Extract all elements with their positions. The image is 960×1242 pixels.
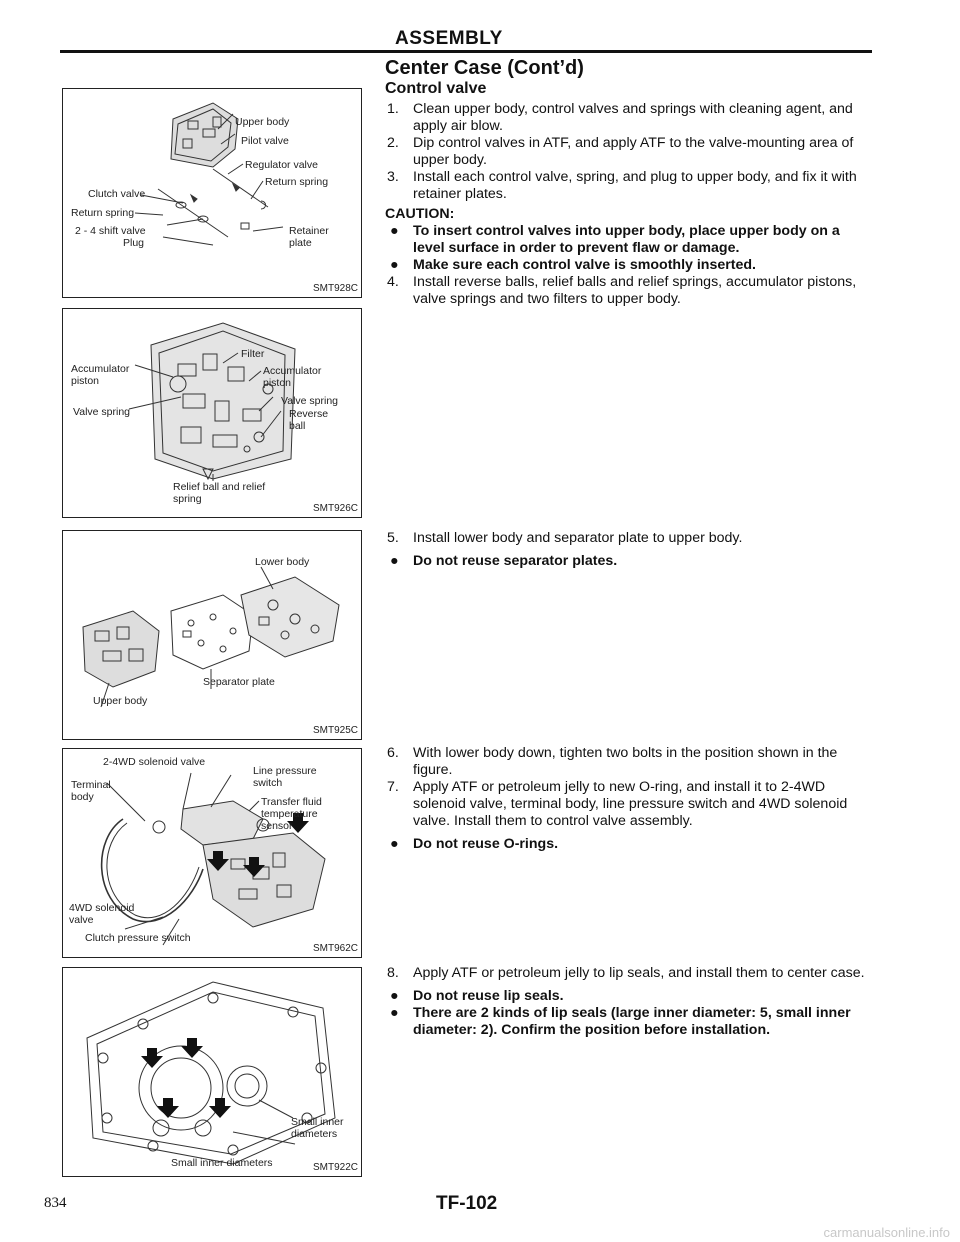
bullet-dot: ● <box>390 553 399 569</box>
label-upper-body: Upper body <box>235 116 290 128</box>
text-block-step-5 <box>385 530 875 570</box>
label-4wd-solenoid: 4WD solenoid valve <box>69 902 135 926</box>
figure-accumulator-filter <box>62 308 362 518</box>
figure-3-drawing <box>63 531 361 739</box>
step-8: 8. Apply ATF or petroleum jelly to lip seals, and install them to center case. <box>387 965 865 981</box>
bullet-dot: ● <box>390 1005 399 1021</box>
page-number: 834 <box>44 1195 67 1211</box>
label-2-4wd-solenoid: 2-4WD solenoid valve <box>103 756 206 768</box>
watermark: carmanualsonline.info <box>823 1225 950 1240</box>
step-7: 7. Apply ATF or petroleum jelly to new O-ring, and install it to 2-4WD solenoid valve, terminal body, line pressure switch and 4WD solenoid valve. Install them to control valve assembly. <box>387 779 848 829</box>
header-rule <box>60 50 872 53</box>
label-upper-body: Upper body <box>93 695 148 707</box>
bullet-dot: ● <box>390 836 399 852</box>
step-1: 1. Clean upper body, control valves and springs with cleaning agent, and apply air blow. <box>387 101 853 134</box>
label-return-spring-right: Return spring <box>265 176 329 188</box>
label-pilot-valve: Pilot valve <box>241 135 289 147</box>
label-small-inner-diameters-2: Small inner diameters <box>171 1157 273 1169</box>
label-shift-valve: 2 - 4 shift valve <box>75 225 146 237</box>
label-accumulator-piston-right: Accumulator piston <box>263 365 322 389</box>
label-regulator-valve: Regulator valve <box>245 159 318 171</box>
bullet-step-8-2: ● There are 2 kinds of lip seals (large inner diameter: 5, small inner diameter: 2). Confirm the position before installation. <box>390 1005 851 1038</box>
step-5: 5. Install lower body and separator plate to upper body. <box>387 530 743 546</box>
bullet-dot: ● <box>390 223 399 239</box>
figure-solenoid-assembly <box>62 748 362 958</box>
section-title: Center Case (Cont’d) <box>385 57 584 79</box>
text-block-steps-6-7 <box>385 745 875 853</box>
step-6: 6. With lower body down, tighten two bolts in the position shown in the figure. <box>387 745 838 778</box>
figure-upper-body-valves <box>62 88 362 298</box>
figure-code: SMT962C <box>312 943 358 954</box>
label-reverse-ball: Reverse ball <box>289 408 329 432</box>
bullet-step-7: ● Do not reuse O-rings. <box>390 836 559 852</box>
text-block-step-8 <box>385 965 875 1039</box>
figure-5-drawing <box>63 968 361 1176</box>
caution-label: CAUTION: <box>385 206 455 222</box>
step-2: 2. Dip control valves in ATF, and apply ATF to the valve-mounting area of upper body. <box>387 135 854 168</box>
step-3: 3. Install each control valve, spring, and plug to upper body, and fix it with retainer plates. <box>387 169 857 202</box>
caution-item-1: ● To insert control valves into upper body, place upper body on a level surface in order to prevent flaw or damage. <box>390 223 840 256</box>
bullet-step-5: ● Do not reuse separator plates. <box>390 553 618 569</box>
label-valve-spring-left: Valve spring <box>73 406 131 418</box>
figure-code: SMT928C <box>312 283 358 294</box>
label-terminal-body: Terminal body <box>71 779 111 803</box>
caution-item-2: ● Make sure each control valve is smoothly inserted. <box>390 257 756 273</box>
label-small-inner-diameters-1: Small inner diameters <box>291 1116 344 1140</box>
label-retainer-plate: Retainer plate <box>289 225 329 249</box>
figure-code: SMT926C <box>312 503 358 514</box>
bullet-dot: ● <box>390 988 399 1004</box>
step-4: 4. Install reverse balls, relief balls and relief springs, accumulator pistons, valve springs and two filters to upper body. <box>387 274 857 307</box>
label-valve-spring-right: Valve spring <box>281 395 339 407</box>
bullet-step-8-1: ● Do not reuse lip seals. <box>390 988 564 1004</box>
label-plug: Plug <box>123 237 145 249</box>
figure-code: SMT925C <box>312 725 358 736</box>
label-relief-ball: Relief ball and relief spring <box>173 481 266 505</box>
text-block-control-valve <box>385 57 875 308</box>
page-header: ASSEMBLY <box>395 28 503 49</box>
label-return-spring-left: Return spring <box>71 207 135 219</box>
subsection-title: Control valve <box>385 80 487 97</box>
label-separator-plate: Separator plate <box>203 676 275 688</box>
figure-center-case-lip-seals <box>62 967 362 1177</box>
footer-code: TF-102 <box>436 1193 498 1214</box>
label-lower-body: Lower body <box>255 556 310 568</box>
label-clutch-valve: Clutch valve <box>88 188 146 200</box>
label-line-pressure-switch: Line pressure switch <box>253 765 317 789</box>
figure-code: SMT922C <box>312 1162 358 1173</box>
label-transfer-fluid-sensor: Transfer fluid temperature sensor <box>261 796 322 832</box>
label-accumulator-piston-left: Accumulator piston <box>71 363 130 387</box>
figure-separator-plate <box>62 530 362 740</box>
label-filter: Filter <box>241 348 265 360</box>
label-clutch-pressure-switch: Clutch pressure switch <box>85 932 191 944</box>
bullet-dot: ● <box>390 257 399 273</box>
